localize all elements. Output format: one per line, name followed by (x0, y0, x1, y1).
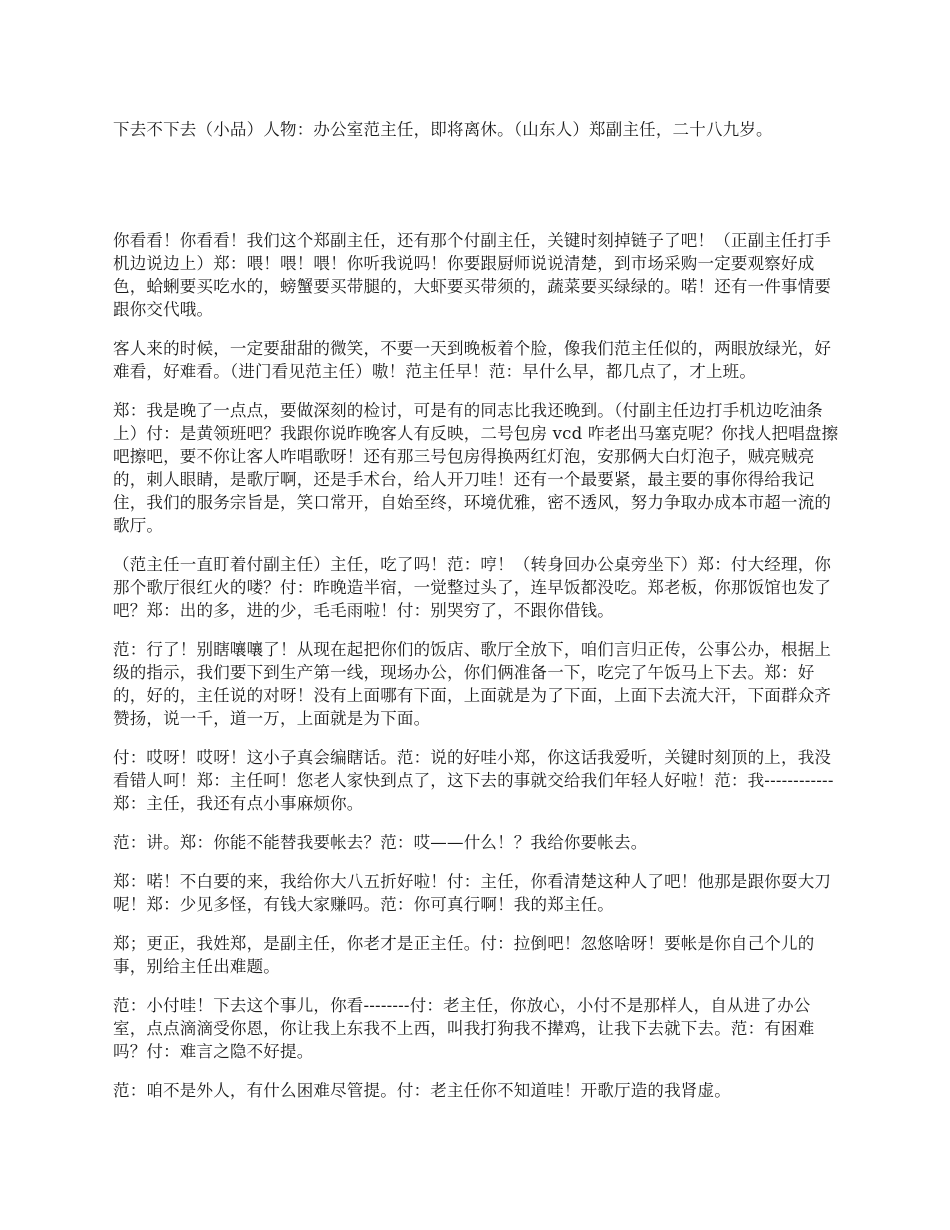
document-heading: 下去不下去（小品）人物：办公室范主任，即将离休。（山东人）郑副主任，二十八九岁。 (113, 120, 773, 139)
paragraph-8: 郑：喏！不白要的来，我给你大八五折好啦！付：主任，你看清楚这种人了吧！他那是跟你耍大刀呢！郑：少见多怪，有钱大家赚吗。范：你可真行啊！我的郑主任。 (113, 872, 832, 914)
paragraph-1: 你看看！你看看！我们这个郑副主任，还有那个付副主任，关键时刻掉链子了吧！（正副主任打手机边说边上）郑：喂！喂！喂！你听我说吗！你要跟厨师说说清楚，到市场采购一定要观察好成色，蛤蜊要买吃水的，螃蟹要买带腿的，大虾要买带须的，蔬菜要买绿绿的。喏！还有一件事情要跟你交代哦。 (113, 231, 832, 319)
paragraph-5: 范：行了！别瞎嚷嚷了！从现在起把你们的饭店、歌厅全放下，咱们言归正传，公事公办，根据上级的指示，我们要下到生产第一线，现场办公，你们俩准备一下，吃完了午饭马上下去。郑：好的，好的，主任说的对呀！没有上面哪有下面，上面就是为了下面，上面下去流大汗，下面群众齐赞扬，说一千，道一万，上面就是为下面。 (113, 640, 832, 728)
paragraph-9: 郑；更正，我姓郑，是副主任，你老才是正主任。付：拉倒吧！忽悠啥呀！要帐是你自己个儿的事，别给主任出难题。 (113, 934, 815, 976)
paragraph-10: 范：小付哇！下去这个事儿，你看--------付：老主任，你放心，小付不是那样人，自从进了办公室，点点滴滴受你恩，你让我上东我不上西，叫我打狗我不撵鸡，让我下去就下去。范：有困难吗？付：难言之隐不好提。 (113, 996, 815, 1061)
paragraph-6: 付：哎呀！哎呀！这小子真会编瞎话。范：说的好哇小郑，你这话我爱听，关键时刻顶的上，我没看错人呵！郑：主任呵！您老人家快到点了，这下去的事就交给我们年轻人好啦！范：我------------郑：主任，我还有点小事麻烦你。 (113, 748, 834, 813)
paragraph-2: 客人来的时候，一定要甜甜的微笑，不要一天到晚板着个脸，像我们范主任似的，两眼放绿光，好难看，好难看。（进门看见范主任）嗷！范主任早！范：早什么早，都几点了，才上班。 (113, 339, 832, 381)
paragraph-11: 范：咱不是外人，有什么困难尽管提。付：老主任你不知道哇！开歌厅造的我肾虚。 (113, 1081, 731, 1100)
paragraph-7: 范：讲。郑：你能不能替我要帐去？范：哎——什么！？我给你要帐去。 (113, 833, 648, 852)
paragraph-4: （范主任一直盯着付副主任）主任，吃了吗！范：哼！（转身回办公桌旁坐下）郑：付大经理，你那个歌厅很红火的喽？付：昨晚造半宿，一觉整过头了，连早饭都没吃。郑老板，你那饭馆也发了吧？郑：出的多，进的少，毛毛雨啦！付：别哭穷了，不跟你借钱。 (113, 555, 832, 620)
document-page (113, 118, 841, 1118)
paragraph-3: 郑：我是晚了一点点，要做深刻的检讨，可是有的同志比我还晚到。（付副主任边打手机边吃油条上）付：是黄领班吧？我跟你说昨晚客人有反映，二号包房 vcd 咋老出马塞克呢？你找人把唱盘擦吧擦吧，要不你让客人咋唱歌呀！还有那三号包房得换两红灯泡，安那俩大白灯泡子，贼亮贼亮的，刺人眼睛，是歌厅啊，还是手术台，给人开刀哇！还有一个最要紧，最主要的事你得给我记住，我们的服务宗旨是，笑口常开，自始至终，环境优雅，密不透风，努力争取办成本市超一流的歌厅。 (113, 401, 839, 535)
